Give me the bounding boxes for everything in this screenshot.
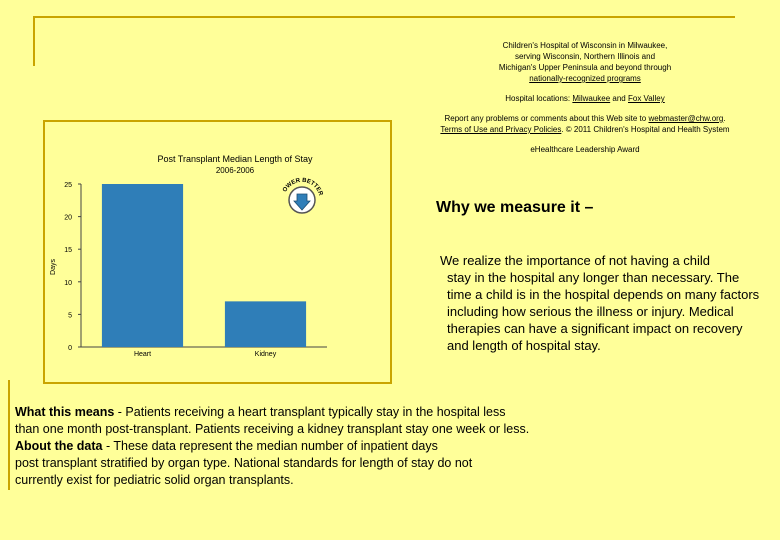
why-measure-text [440, 252, 760, 354]
chart-bars [102, 184, 306, 358]
what-this-means-label: What this means [15, 405, 115, 419]
programs-link[interactable]: nationally-recognized programs [529, 74, 641, 83]
y-tick-label: 10 [64, 279, 72, 287]
left-decorative-line [33, 16, 35, 66]
what-this-means-section [15, 404, 615, 489]
locations-and: and [612, 94, 626, 103]
y-tick-label: 25 [64, 182, 72, 189]
y-tick-label: 20 [64, 214, 72, 222]
bar-heart [102, 184, 183, 347]
chart-title: Post Transplant Median Length of Stay [157, 154, 313, 164]
org-line-1: Children's Hospital of Wisconsin in Milwaukee, [502, 41, 668, 50]
x-tick-label: Kidney [254, 351, 277, 358]
why-measure-heading: Why we measure it – [436, 199, 594, 216]
why-text-rest: stay in the hospital any longer than necessary. The time a child is in the hospital depends on many factors including how serious the illness or injury. Medical therapies can have a significant impact on recovery and length of hospital stay. [447, 270, 760, 353]
why-text-line-1: We realize the importance of not having a child [440, 253, 711, 268]
org-line-3: Michigan's Upper Peninsula and beyond through [498, 63, 672, 72]
bottom-left-decorative-line [8, 380, 10, 490]
about-data-text-2: post transplant stratified by organ type. National standards for length of stay do not [15, 456, 473, 470]
chart-y-label: Days [50, 259, 57, 275]
webmaster-email-link[interactable]: webmaster@chw.org [648, 114, 724, 123]
about-data-text-1: - These data represent the median number of inpatient days [102, 439, 438, 453]
site-footer [420, 40, 750, 164]
terms-link[interactable]: Terms of Use and Privacy Policies [440, 125, 562, 134]
what-this-means-text-1: - Patients receiving a heart transplant typically stay in the hospital less [114, 405, 506, 419]
chart-subtitle: 2006-2006 [215, 166, 255, 175]
bar-kidney [225, 301, 306, 347]
org-info [420, 40, 750, 84]
report-text: Report any problems or comments about this Web site to [444, 114, 647, 123]
award [420, 144, 750, 155]
about-data-text-3: currently exist for pediatric solid organ transplants. [15, 473, 294, 487]
hospital-locations [420, 93, 750, 104]
x-tick-label: Heart [133, 351, 152, 358]
org-line-2: serving Wisconsin, Northern Illinois and [514, 52, 656, 61]
about-data-label: About the data [15, 439, 103, 453]
fox-valley-link[interactable]: Fox Valley [628, 94, 665, 103]
what-this-means-text-2: than one month post-transplant. Patients receiving a kidney transplant stay one week or less. [15, 422, 530, 436]
chart-svg [45, 122, 390, 382]
copyright: . © 2011 Children's Hospital and Health System [561, 125, 730, 134]
badge-text: OWER BETTER [282, 177, 324, 197]
y-tick-label: 0 [68, 345, 72, 352]
locations-label: Hospital locations: [505, 94, 571, 103]
length-of-stay-chart [43, 120, 392, 384]
lower-better-badge [282, 178, 323, 213]
milwaukee-link[interactable]: Milwaukee [572, 94, 611, 103]
y-tick-label: 15 [64, 247, 72, 255]
award-text: eHealthcare Leadership Award [530, 145, 640, 154]
report-problems: Report any problems or comments about this Web site to webmaster@chw.org. Terms of Use and Privacy Policies. © 2011 Children's Hospital and Health System [440, 114, 730, 134]
y-tick-label: 5 [68, 312, 72, 320]
top-decorative-line [33, 16, 735, 18]
